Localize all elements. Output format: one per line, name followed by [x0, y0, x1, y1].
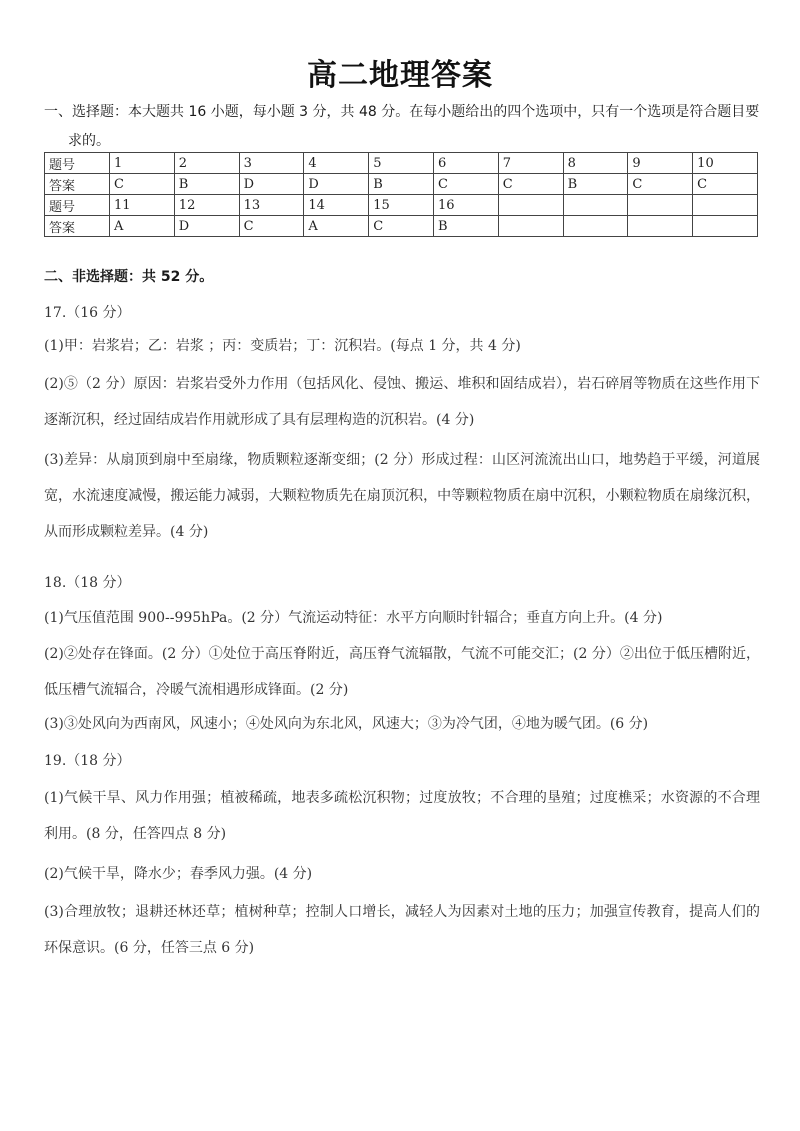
table-cell: 16	[433, 195, 498, 216]
table-cell: C	[369, 216, 434, 237]
table-cell: 4	[304, 153, 369, 174]
table-cell: B	[174, 174, 239, 195]
table-label-question: 题号	[45, 153, 110, 174]
table-cell: D	[174, 216, 239, 237]
table-cell	[628, 195, 693, 216]
answer-table	[44, 152, 758, 237]
q17-part2: (2)⑤（2 分）原因：岩浆岩受外力作用（包括风化、侵蚀、搬运、堆积和固结成岩），岩石碎屑等物质在这些作用下逐渐沉积，经过固结成岩作用就形成了具有层理构造的沉积岩。(4 分)	[44, 376, 760, 428]
q18-part3: (3)③处风向为西南风，风速小；④处风向为东北风，风速大；③为冷气团，④地为暖气团。(6 分)	[44, 716, 649, 732]
table-label-answer: 答案	[45, 216, 110, 237]
table-cell: 7	[498, 153, 563, 174]
table-cell: C	[693, 174, 758, 195]
table-cell: B	[563, 174, 628, 195]
table-cell: 14	[304, 195, 369, 216]
table-cell: D	[239, 174, 304, 195]
table-cell	[563, 216, 628, 237]
table-row	[45, 153, 758, 174]
q19-title: 19.（18 分）	[44, 753, 131, 769]
table-cell: B	[369, 174, 434, 195]
table-cell: 6	[433, 153, 498, 174]
table-cell: 5	[369, 153, 434, 174]
table-cell: D	[304, 174, 369, 195]
table-cell: 15	[369, 195, 434, 216]
table-cell	[693, 216, 758, 237]
q18-part1: (1)气压值范围 900--995hPa。(2 分）气流运动特征：水平方向顺时针辐合；垂直方向上升。(4 分)	[44, 610, 663, 626]
table-cell: 2	[174, 153, 239, 174]
table-cell: 1	[110, 153, 175, 174]
table-cell: 10	[693, 153, 758, 174]
table-cell: C	[110, 174, 175, 195]
q19-part2: (2)气候干旱，降水少；春季风力强。(4 分)	[44, 866, 313, 882]
section-2-heading: 二、非选择题：共 52 分。	[44, 269, 214, 285]
q17-title: 17.（16 分）	[44, 305, 131, 321]
q17-part1: (1)甲：岩浆岩；乙：岩浆 ；丙：变质岩；丁：沉积岩。(每点 1 分，共 4 分)	[44, 338, 521, 354]
q18-part2: (2)②处存在锋面。(2 分）①处位于高压脊附近，高压脊气流辐散，气流不可能交汇；(2 分）②出位于低压槽附近，低压槽气流辐合，冷暖气流相遇形成锋面。(2 分)	[44, 646, 760, 698]
table-cell: 11	[110, 195, 175, 216]
table-label-answer: 答案	[45, 174, 110, 195]
table-cell	[498, 195, 563, 216]
section-1-heading-line1: 一、选择题：本大题共 16 小题，每小题 3 分，共 48 分。在每小题给出的四个选项中，只有一个选项是符合题目要	[44, 104, 760, 120]
q19-part1: (1)气候干旱、风力作用强；植被稀疏，地表多疏松沉积物；过度放牧；不合理的垦殖；过度樵采；水资源的不合理利用。(8 分，任答四点 8 分)	[44, 790, 760, 842]
table-cell: 9	[628, 153, 693, 174]
table-cell: B	[433, 216, 498, 237]
q17-part3: (3)差异：从扇顶到扇中至扇缘，物质颗粒逐渐变细；(2 分）形成过程：山区河流流出山口，地势趋于平缓，河道展宽，水流速度减慢，搬运能力减弱，大颗粒物质先在扇顶沉积，中等颗粒物质在扇中沉积，小颗粒物质在扇缘沉积，从而形成颗粒差异。(4 分)	[44, 452, 760, 540]
page-title: 高二地理答案	[307, 58, 493, 93]
section-1-heading	[44, 98, 760, 156]
table-cell: A	[110, 216, 175, 237]
table-cell: C	[628, 174, 693, 195]
table-cell: A	[304, 216, 369, 237]
table-row	[45, 174, 758, 195]
section-1-heading-line2: 求的。	[68, 133, 110, 149]
table-cell: 13	[239, 195, 304, 216]
table-row	[45, 195, 758, 216]
table-label-question: 题号	[45, 195, 110, 216]
q19-part3: (3)合理放牧；退耕还林还草；植树种草；控制人口增长，减轻人为因素对土地的压力；加强宣传教育，提高人们的环保意识。(6 分，任答三点 6 分)	[44, 904, 760, 956]
table-cell: C	[239, 216, 304, 237]
table-cell: C	[433, 174, 498, 195]
table-row	[45, 216, 758, 237]
table-cell	[693, 195, 758, 216]
table-cell: 12	[174, 195, 239, 216]
table-cell: 8	[563, 153, 628, 174]
table-cell	[628, 216, 693, 237]
table-cell: 3	[239, 153, 304, 174]
q18-title: 18.（18 分）	[44, 575, 131, 591]
table-cell	[498, 216, 563, 237]
table-cell	[563, 195, 628, 216]
table-cell: C	[498, 174, 563, 195]
